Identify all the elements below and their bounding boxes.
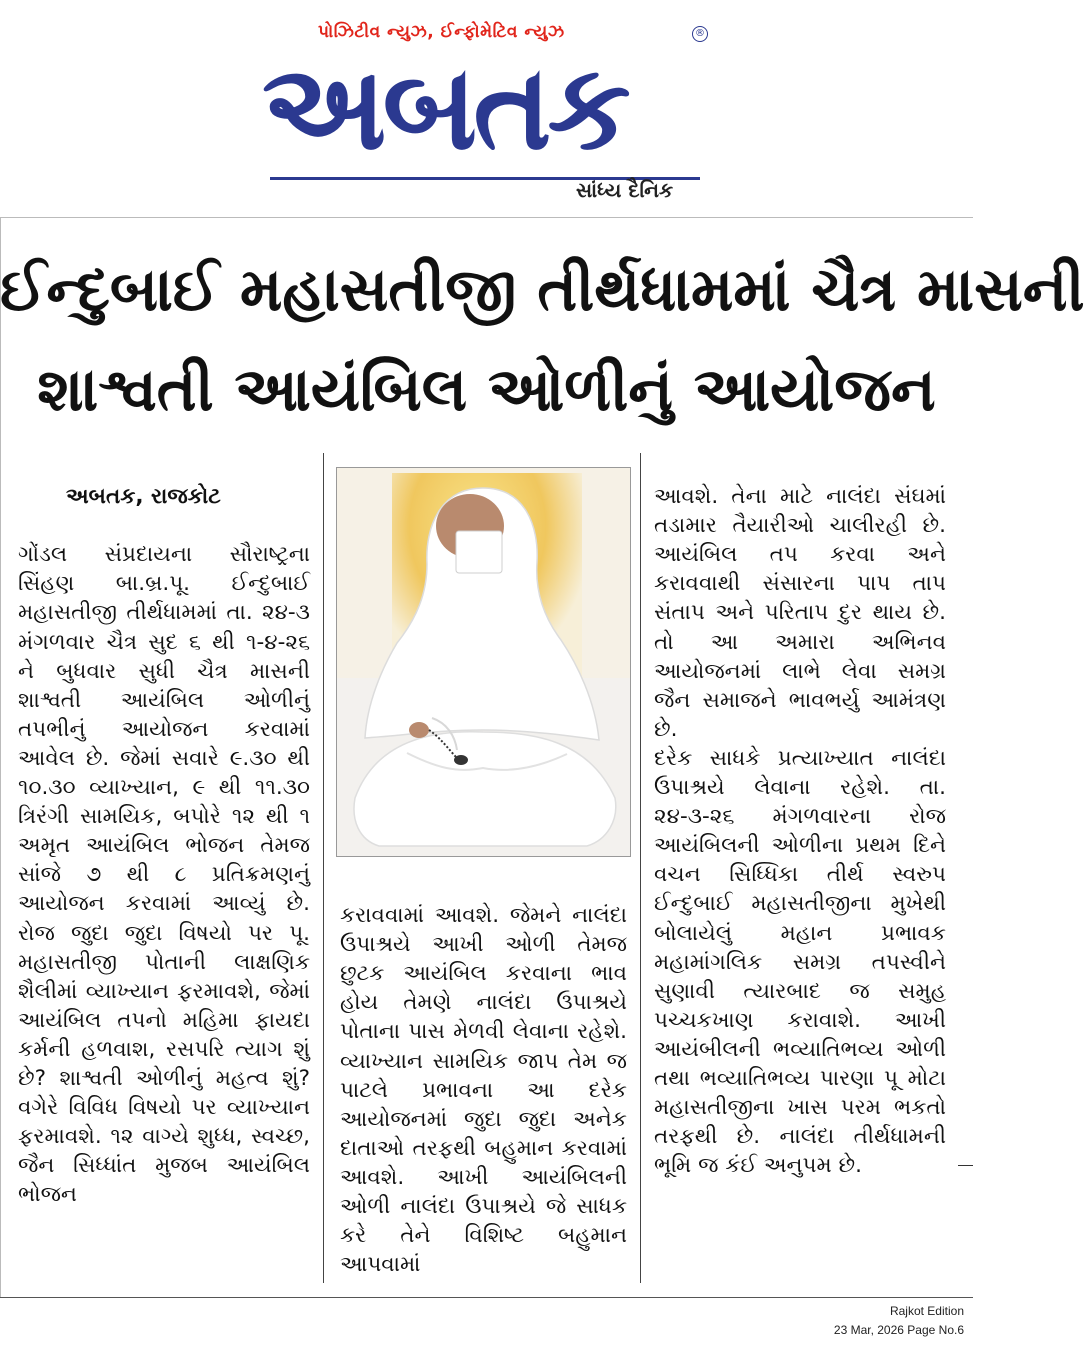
registered-trademark-icon: ® [692,26,708,42]
article-column-1 [18,453,310,1283]
edition-type-label: સાંધ્ય દૈનિક [576,178,674,202]
article-column-3 [654,453,946,1283]
article-headline [0,240,1085,440]
headline-line-1: ઈન્દુબાઈ મહાસતીજી તીર્થધામમાં ચૈત્ર માસની [0,255,1085,325]
page-edge-tick [958,1165,973,1166]
page-footer [834,1302,964,1340]
article-dateline: અબતક, રાજકોટ [66,484,221,510]
headline-line-2: શાશ્વતી આયંબિલ ઓળીનું આયોજન [37,355,936,425]
masthead-tagline: પોઝિટીવ ન્યુઝ, ઈન્ફોમેટિવ ન્યુઝ [318,22,565,42]
column-2-text: કરાવવામાં આવશે. જેમને નાલંદા ઉપાશ્રયે આખી ઓળી તેમજ છુટક આયંબિલ કરવાના ભાવ હોય તેમણે નાલંદા ઉપાશ્રયે પોતાના પાસ મેળવી લેવાના રહેશે. વ્યાખ્યાન સામયિક જાપ તેમ જ પાટલે પ્રભાવના આ દરેક આયોજનમાં જુદા જુદા અનેક દાતાઓ તરફથી બહુમાન કરવામાં આવશે. આખી આયંબિલની ઓળી નાલંદા ઉપાશ્રયે જે સાધક કરે તેને વિશિષ્ટ બહુમાન આપવામાં [340,903,627,1278]
article-column-2 [340,872,627,1282]
article-photo [336,467,631,857]
column-divider-2 [640,453,641,1283]
page-frame-top [0,217,973,218]
page-frame-bottom [0,1297,973,1298]
column-divider-1 [323,453,324,1283]
column-1-text: ગોંડલ સંપ્રદાયના સૌરાષ્ટ્રના સિંહણ બા.બ્ર.પૂ. ઈન્દુબાઈ મહાસતીજી તીર્થધામમાં તા. ૨૪-૩ મંગળવાર ચૈત્ર સુદ ૬ થી ૧-૪-૨૬ ને બુધવાર સુધી ચૈત્ર માસની શાશ્વતી આયંબિલ ઓળીનું તપભીનું આયોજન કરવામાં આવેલ છે. જેમાં સવારે ૯.૩૦ થી ૧૦.૩૦ વ્યાખ્યાન, ૯ થી ૧૧.૩૦ ત્રિરંગી સામયિક, બપોરે ૧૨ થી ૧ અમૃત આયંબિલ ભોજન તેમજ સાંજે ૭ થી ૮ પ્રતિક્રમણનું આયોજન કરવામાં આવ્યું છે. રોજ જુદા જુદા વિષયો પર પૂ. મહાસતીજી પોતાની લાક્ષણિક શૈલીમાં વ્યાખ્યાન ફરમાવશે, જેમાં આયંબિલ તપનો મહિમા ફાયદા કર્મની હળવાશ, રસપરિ ત્યાગ શું છે? શાશ્વતી ઓળીનું મહત્વ શું? વગેરે વિવિધ વિષયો પર વ્યાખ્યાન ફરમાવશે. ૧૨ વાગ્યે શુધ્ધ, સ્વચ્છ, જૈન સિધ્ધાંત મુજબ આયંબિલ ભોજન [18,542,310,1208]
seated-sadhvi-photo [337,468,630,856]
column-3-text: આવશે. તેના માટે નાલંદા સંઘમાં તડામાર તૈયારીઓ ચાલીરહી છે. આયંબિલ તપ કરવા અને કરાવવાથી સંસારના પાપ તાપ સંતાપ અને પરિતાપ દુર થાય છે. તો આ અમારા અભિનવ આયોજનમાં લાભે લેવા સમગ્ર જૈન સમાજને ભાવભર્યુ આમંત્રણ છે. દરેક સાધકે પ્રત્યાખ્યાત નાલંદા ઉપાશ્રયે લેવાના રહેશે. તા. ૨૪-૩-૨૬ મંગળવારના રોજ આયંબિલની ઓળીના પ્રથમ દિને વચન સિધ્ધિકા તીર્થ સ્વરુપ ઈન્દુબાઈ મહાસતીજીના મુખેથી બોલાયેલું મહાન પ્રભાવક મહામાંગલિક સમગ્ર તપસ્વીને સુણાવી ત્યારબાદ જ સમુહ પચ્ચકખાણ કરાવાશે. આખી આયંબીલની ભવ્યાતિભવ્ય ઓળી તથા ભવ્યાતિભવ્ય પારણા પૂ મોટા મહાસતીજીના ખાસ પરમ ભકતો તરફથી છે. નાલંદા તીર્થધામની ભૂમિ જ કંઈ અનુપમ છે. [654,484,946,1179]
edition-label: Rajkot Edition [889,1304,964,1318]
newspaper-logo: અબતક [262,38,627,176]
date-page-label: 23 Mar, 2026 Page No.6 [833,1323,964,1337]
masthead [0,0,973,210]
